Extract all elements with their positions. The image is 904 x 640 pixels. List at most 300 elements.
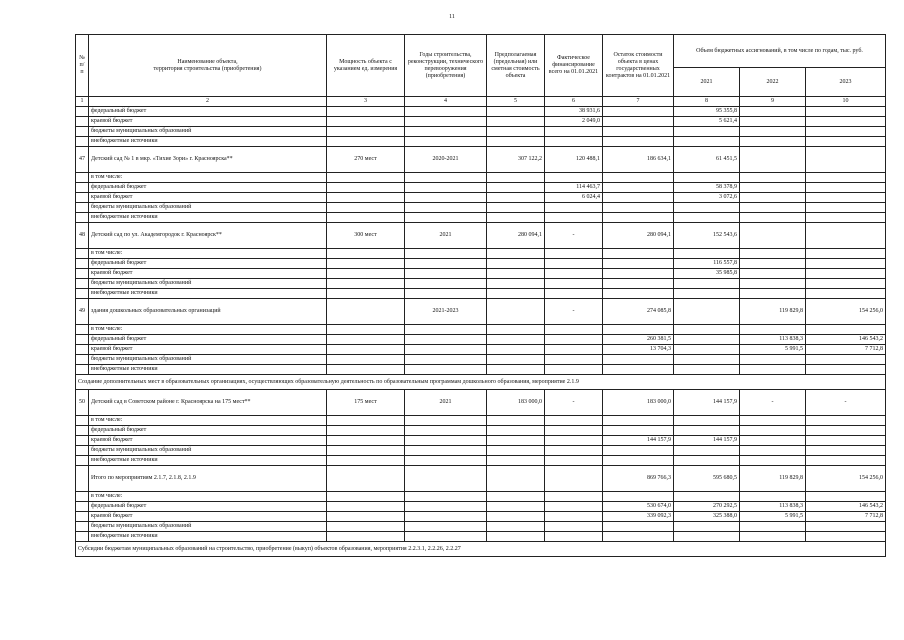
header-year-2023: 2023	[806, 68, 886, 97]
row-2021: 5 621,4	[674, 117, 740, 127]
table-row	[76, 436, 886, 446]
row-estimated-cost	[487, 522, 545, 532]
row-number	[76, 117, 89, 127]
row-2023	[806, 492, 886, 502]
row-estimated-cost	[487, 173, 545, 183]
row-2023: 146 543,2	[806, 335, 886, 345]
row-years	[405, 416, 487, 426]
row-2023	[806, 183, 886, 193]
row-2023	[806, 203, 886, 213]
row-2022	[740, 325, 806, 335]
row-number	[76, 502, 89, 512]
row-remaining-cost: 274 085,8	[603, 299, 674, 325]
row-2023: 154 256,0	[806, 299, 886, 325]
row-2022: 119 829,8	[740, 299, 806, 325]
row-2023: -	[806, 390, 886, 416]
row-actual-funding: 120 488,1	[545, 147, 603, 173]
row-estimated-cost	[487, 299, 545, 325]
row-number	[76, 213, 89, 223]
row-remaining-cost	[603, 259, 674, 269]
row-2023: 7 712,8	[806, 512, 886, 522]
row-actual-funding	[545, 279, 603, 289]
row-2023	[806, 365, 886, 375]
row-number: 49	[76, 299, 89, 325]
row-capacity	[327, 325, 405, 335]
row-estimated-cost	[487, 117, 545, 127]
row-actual-funding	[545, 127, 603, 137]
row-2021	[674, 213, 740, 223]
row-2021	[674, 492, 740, 502]
row-remaining-cost	[603, 213, 674, 223]
table-row	[76, 492, 886, 502]
table-row	[76, 289, 886, 299]
row-years	[405, 492, 487, 502]
row-estimated-cost	[487, 107, 545, 117]
row-name: краевой бюджет	[89, 436, 327, 446]
row-number	[76, 355, 89, 365]
row-2023: 146 543,2	[806, 502, 886, 512]
row-2021	[674, 416, 740, 426]
row-actual-funding	[545, 345, 603, 355]
row-2023	[806, 325, 886, 335]
row-years	[405, 279, 487, 289]
row-name: федеральный бюджет	[89, 426, 327, 436]
row-2022	[740, 279, 806, 289]
row-2021: 144 157,9	[674, 390, 740, 416]
row-capacity	[327, 436, 405, 446]
row-capacity	[327, 117, 405, 127]
row-capacity	[327, 446, 405, 456]
table-row	[76, 213, 886, 223]
row-years	[405, 213, 487, 223]
row-remaining-cost	[603, 249, 674, 259]
row-estimated-cost	[487, 502, 545, 512]
row-capacity	[327, 492, 405, 502]
row-2023	[806, 289, 886, 299]
row-capacity	[327, 456, 405, 466]
row-actual-funding	[545, 325, 603, 335]
row-2022: 5 991,5	[740, 512, 806, 522]
row-2022	[740, 522, 806, 532]
row-years	[405, 117, 487, 127]
row-capacity	[327, 269, 405, 279]
row-2022	[740, 416, 806, 426]
row-2023	[806, 137, 886, 147]
row-actual-funding: -	[545, 223, 603, 249]
row-years	[405, 173, 487, 183]
row-capacity	[327, 279, 405, 289]
row-estimated-cost	[487, 355, 545, 365]
header-estimated-cost: Предполагаемая (предельная) или сметная стоимость объекта	[487, 35, 545, 97]
row-2021	[674, 426, 740, 436]
row-capacity: 175 мест	[327, 390, 405, 416]
row-2022	[740, 436, 806, 446]
row-number	[76, 446, 89, 456]
row-estimated-cost	[487, 183, 545, 193]
row-estimated-cost	[487, 492, 545, 502]
row-actual-funding	[545, 355, 603, 365]
table-row	[76, 456, 886, 466]
row-name: краевой бюджет	[89, 117, 327, 127]
row-number	[76, 522, 89, 532]
row-actual-funding	[545, 532, 603, 542]
row-years	[405, 446, 487, 456]
row-remaining-cost	[603, 269, 674, 279]
row-number	[76, 512, 89, 522]
row-number	[76, 173, 89, 183]
row-actual-funding	[545, 203, 603, 213]
row-estimated-cost	[487, 456, 545, 466]
row-name: краевой бюджет	[89, 269, 327, 279]
row-actual-funding	[545, 416, 603, 426]
row-name: бюджеты муниципальных образований	[89, 355, 327, 365]
row-number	[76, 127, 89, 137]
row-remaining-cost: 183 000,0	[603, 390, 674, 416]
row-number	[76, 335, 89, 345]
row-remaining-cost	[603, 137, 674, 147]
row-years	[405, 203, 487, 213]
row-capacity	[327, 213, 405, 223]
row-remaining-cost	[603, 173, 674, 183]
row-2022	[740, 213, 806, 223]
row-capacity	[327, 522, 405, 532]
column-number: 1	[76, 97, 89, 107]
row-remaining-cost: 280 094,1	[603, 223, 674, 249]
row-years	[405, 426, 487, 436]
row-2023	[806, 426, 886, 436]
row-remaining-cost: 186 634,1	[603, 147, 674, 173]
row-name: краевой бюджет	[89, 193, 327, 203]
row-years: 2021	[405, 223, 487, 249]
row-remaining-cost	[603, 522, 674, 532]
row-number	[76, 345, 89, 355]
table-row	[76, 183, 886, 193]
row-remaining-cost	[603, 426, 674, 436]
row-2023	[806, 259, 886, 269]
row-actual-funding	[545, 289, 603, 299]
table-row	[76, 355, 886, 365]
table-row	[76, 269, 886, 279]
row-2023	[806, 416, 886, 426]
table-row	[76, 325, 886, 335]
row-2021: 3 072,6	[674, 193, 740, 203]
row-years	[405, 137, 487, 147]
row-years	[405, 249, 487, 259]
row-2021	[674, 522, 740, 532]
row-name: бюджеты муниципальных образований	[89, 127, 327, 137]
table-row	[76, 416, 886, 426]
row-2021	[674, 325, 740, 335]
row-estimated-cost	[487, 127, 545, 137]
row-remaining-cost: 530 674,0	[603, 502, 674, 512]
table-row	[76, 279, 886, 289]
row-years	[405, 259, 487, 269]
row-capacity	[327, 365, 405, 375]
column-number: 8	[674, 97, 740, 107]
row-number	[76, 107, 89, 117]
row-estimated-cost	[487, 193, 545, 203]
row-2021	[674, 345, 740, 355]
row-2023	[806, 223, 886, 249]
row-2022	[740, 193, 806, 203]
row-remaining-cost	[603, 492, 674, 502]
row-2022	[740, 203, 806, 213]
row-remaining-cost	[603, 107, 674, 117]
table-header	[76, 35, 886, 107]
row-2022: 113 838,3	[740, 502, 806, 512]
row-estimated-cost	[487, 203, 545, 213]
row-2022	[740, 117, 806, 127]
row-capacity	[327, 299, 405, 325]
row-remaining-cost	[603, 289, 674, 299]
row-2021: 58 378,9	[674, 183, 740, 193]
column-number: 4	[405, 97, 487, 107]
row-capacity: 300 мест	[327, 223, 405, 249]
row-actual-funding	[545, 522, 603, 532]
row-actual-funding	[545, 426, 603, 436]
row-actual-funding: 6 024,4	[545, 193, 603, 203]
header-capacity: Мощность объекта с указанием ед. измерения	[327, 35, 405, 97]
row-number	[76, 289, 89, 299]
row-2021	[674, 279, 740, 289]
table-row	[76, 259, 886, 269]
table-row	[76, 345, 886, 355]
column-number: 10	[806, 97, 886, 107]
row-actual-funding	[545, 502, 603, 512]
row-2022	[740, 532, 806, 542]
row-2023	[806, 249, 886, 259]
row-name: Детский сад в Советском районе г. Красноярска на 175 мест**	[89, 390, 327, 416]
row-remaining-cost	[603, 456, 674, 466]
row-number	[76, 466, 89, 492]
row-estimated-cost	[487, 466, 545, 492]
row-2023	[806, 213, 886, 223]
row-name: бюджеты муниципальных образований	[89, 446, 327, 456]
row-name: федеральный бюджет	[89, 183, 327, 193]
row-2021: 152 543,6	[674, 223, 740, 249]
row-2021: 61 451,5	[674, 147, 740, 173]
row-2021: 595 680,5	[674, 466, 740, 492]
row-2023: 7 712,8	[806, 345, 886, 355]
table-row	[76, 137, 886, 147]
row-2021: 270 292,5	[674, 502, 740, 512]
row-remaining-cost: 869 766,3	[603, 466, 674, 492]
row-years	[405, 345, 487, 355]
row-estimated-cost	[487, 279, 545, 289]
row-years	[405, 127, 487, 137]
row-2021: 95 355,8	[674, 107, 740, 117]
row-2022	[740, 289, 806, 299]
row-name: в том числе:	[89, 173, 327, 183]
row-remaining-cost	[603, 325, 674, 335]
row-capacity	[327, 289, 405, 299]
row-years	[405, 436, 487, 446]
row-name: здания дошкольных образовательных организаций	[89, 299, 327, 325]
object-row	[76, 466, 886, 492]
row-actual-funding: 38 931,6	[545, 107, 603, 117]
row-2023	[806, 173, 886, 183]
row-actual-funding	[545, 259, 603, 269]
column-number: 2	[89, 97, 327, 107]
row-estimated-cost	[487, 289, 545, 299]
row-name: Итого по мероприятиям 2.1.7, 2.1.8, 2.1.9	[89, 466, 327, 492]
row-actual-funding	[545, 269, 603, 279]
row-name: внебюджетные источники	[89, 137, 327, 147]
row-2021	[674, 137, 740, 147]
table-row	[76, 446, 886, 456]
row-2022	[740, 355, 806, 365]
row-2023	[806, 127, 886, 137]
row-capacity	[327, 107, 405, 117]
row-actual-funding	[545, 466, 603, 492]
row-name: бюджеты муниципальных образований	[89, 279, 327, 289]
row-remaining-cost: 144 157,9	[603, 436, 674, 446]
section-row	[76, 375, 886, 390]
row-name: федеральный бюджет	[89, 107, 327, 117]
row-2023: 154 256,0	[806, 466, 886, 492]
header-number: № п/п	[76, 35, 89, 97]
row-years	[405, 107, 487, 117]
row-years	[405, 269, 487, 279]
row-capacity	[327, 335, 405, 345]
row-capacity	[327, 532, 405, 542]
row-capacity	[327, 416, 405, 426]
row-2022	[740, 249, 806, 259]
object-row	[76, 390, 886, 416]
table-row	[76, 532, 886, 542]
row-capacity	[327, 193, 405, 203]
row-capacity	[327, 502, 405, 512]
row-2021: 116 557,8	[674, 259, 740, 269]
row-estimated-cost	[487, 436, 545, 446]
row-2021	[674, 203, 740, 213]
table-row	[76, 426, 886, 436]
table-row	[76, 502, 886, 512]
section-title: Субсидии бюджетам муниципальных образований на строительство, приобретение (выкуп) объектов образования, мероприятия 2.2.3.1, 2.2.26, 2.2.27	[76, 542, 886, 557]
row-name: внебюджетные источники	[89, 365, 327, 375]
row-number	[76, 279, 89, 289]
row-actual-funding	[545, 365, 603, 375]
row-2023	[806, 269, 886, 279]
table-row	[76, 117, 886, 127]
row-actual-funding	[545, 213, 603, 223]
row-2021	[674, 456, 740, 466]
row-2023	[806, 355, 886, 365]
row-capacity	[327, 203, 405, 213]
row-years	[405, 502, 487, 512]
row-name: федеральный бюджет	[89, 502, 327, 512]
column-number-row	[76, 97, 886, 107]
row-number	[76, 426, 89, 436]
row-2021	[674, 173, 740, 183]
row-2021	[674, 299, 740, 325]
row-actual-funding: -	[545, 299, 603, 325]
table-row	[76, 365, 886, 375]
row-2023	[806, 446, 886, 456]
row-years	[405, 335, 487, 345]
row-actual-funding: -	[545, 390, 603, 416]
row-number	[76, 416, 89, 426]
row-2023	[806, 147, 886, 173]
row-years: 2021	[405, 390, 487, 416]
table-row	[76, 203, 886, 213]
column-number: 5	[487, 97, 545, 107]
row-2023	[806, 522, 886, 532]
row-capacity	[327, 127, 405, 137]
row-estimated-cost	[487, 269, 545, 279]
row-2023	[806, 117, 886, 127]
row-actual-funding	[545, 492, 603, 502]
row-2022	[740, 223, 806, 249]
row-years: 2020-2021	[405, 147, 487, 173]
row-actual-funding	[545, 335, 603, 345]
header-actual-funding: Фактическое финансирование всего на 01.01.2021	[545, 35, 603, 97]
row-name: бюджеты муниципальных образований	[89, 522, 327, 532]
row-remaining-cost	[603, 532, 674, 542]
row-estimated-cost	[487, 137, 545, 147]
row-years	[405, 325, 487, 335]
row-number	[76, 137, 89, 147]
row-2023	[806, 279, 886, 289]
row-number	[76, 269, 89, 279]
row-2022: 5 991,5	[740, 345, 806, 355]
row-name: в том числе:	[89, 325, 327, 335]
row-2023	[806, 532, 886, 542]
row-capacity	[327, 137, 405, 147]
row-2022	[740, 183, 806, 193]
table-row	[76, 193, 886, 203]
row-2022	[740, 107, 806, 117]
row-estimated-cost	[487, 325, 545, 335]
row-name: в том числе:	[89, 416, 327, 426]
row-2022: 113 838,3	[740, 335, 806, 345]
row-estimated-cost	[487, 512, 545, 522]
row-number	[76, 456, 89, 466]
row-years	[405, 289, 487, 299]
row-2021	[674, 127, 740, 137]
row-capacity: 270 мест	[327, 147, 405, 173]
row-name: краевой бюджет	[89, 512, 327, 522]
row-2022	[740, 127, 806, 137]
row-2021	[674, 335, 740, 345]
row-actual-funding	[545, 173, 603, 183]
row-remaining-cost	[603, 183, 674, 193]
row-name: в том числе:	[89, 249, 327, 259]
header-construction-years: Годы строительства, реконструкции, технического перевооружения (приобретения)	[405, 35, 487, 97]
row-capacity	[327, 426, 405, 436]
row-number: 50	[76, 390, 89, 416]
row-2021: 144 157,9	[674, 436, 740, 446]
row-2021	[674, 532, 740, 542]
row-2023	[806, 436, 886, 446]
row-years	[405, 193, 487, 203]
row-number: 48	[76, 223, 89, 249]
row-2022	[740, 426, 806, 436]
row-2021	[674, 355, 740, 365]
row-years	[405, 466, 487, 492]
row-2023	[806, 107, 886, 117]
row-name: бюджеты муниципальных образований	[89, 203, 327, 213]
row-number	[76, 183, 89, 193]
row-name: Детский сад № 1 в мкр. «Тихие Зори» г. Красноярска**	[89, 147, 327, 173]
row-name: федеральный бюджет	[89, 259, 327, 269]
row-actual-funding: 114 463,7	[545, 183, 603, 193]
section-row	[76, 542, 886, 557]
row-remaining-cost	[603, 203, 674, 213]
row-number	[76, 365, 89, 375]
header-remaining-cost: Остаток стоимости объекта в ценах государственных контрактов на 01.01.2021	[603, 35, 674, 97]
row-2022: -	[740, 390, 806, 416]
